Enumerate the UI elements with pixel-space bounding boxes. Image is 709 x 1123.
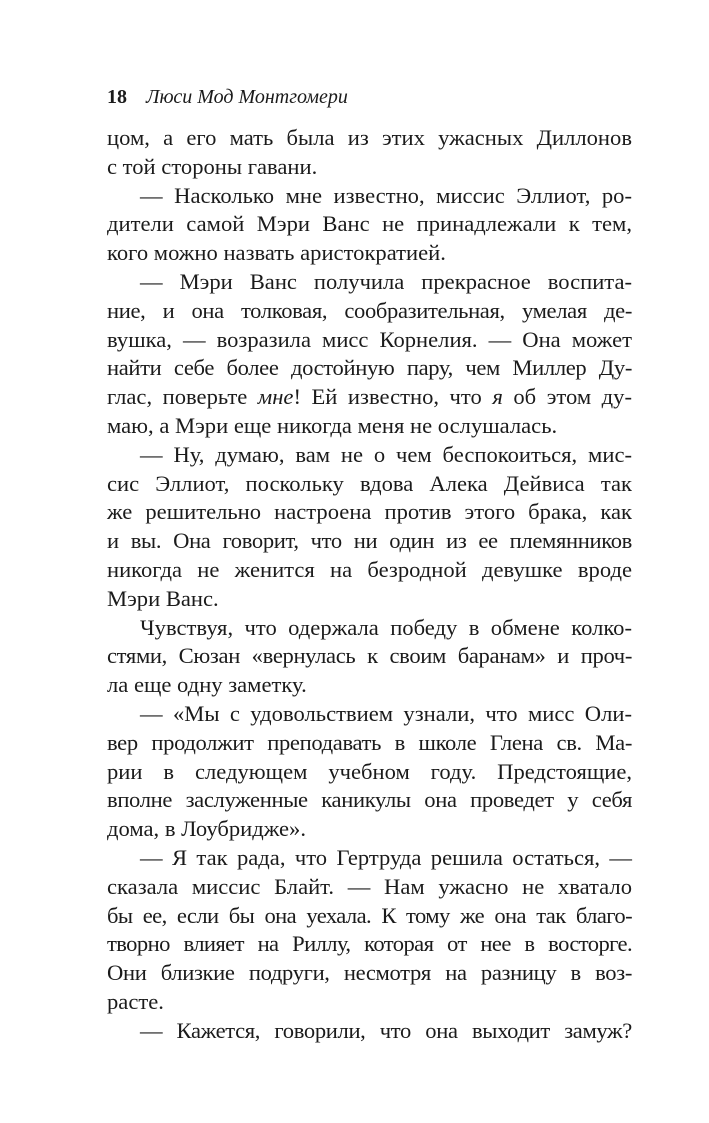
text-line: же решительно настроена против этого брака, как: [107, 499, 632, 525]
text-line: ние, и она толковая, сообразительная, умелая де-: [107, 297, 632, 323]
text-line: сис Эллиот, поскольку вдова Алека Дейвиса так: [107, 470, 632, 496]
text-line: вушка, — возразила мисс Корнелия. — Она может: [107, 326, 632, 352]
text-line: расте.: [107, 988, 164, 1014]
running-title: Люси Мод Монтгомери: [146, 86, 348, 108]
text-line: с той стороны гавани.: [107, 153, 318, 179]
text-line: — Я так рада, что Гертруда решила остаться, —: [140, 844, 632, 870]
text-line: маю, а Мэри еще никогда меня не ослушалась.: [107, 412, 558, 438]
text-line: ла еще одну заметку.: [107, 672, 307, 698]
text-line: сказала миссис Блайт. — Нам ужасно не хватало: [107, 873, 632, 899]
text-line: — Кажется, говорили, что она выходит замуж?: [140, 1017, 632, 1043]
text-line: — Насколько мне известно, миссис Эллиот, ро-: [140, 182, 632, 208]
emphasis: мне: [257, 384, 294, 410]
emphasis: я: [492, 384, 503, 410]
text-line: кого можно назвать аристократией.: [107, 240, 446, 266]
text-line: — Мэри Ванс получила прекрасное воспита-: [140, 268, 632, 294]
running-header: [107, 84, 348, 110]
body-text: [107, 124, 632, 1046]
text-line: дома, в Лоубридже».: [107, 816, 307, 842]
page-number: 18: [107, 86, 127, 108]
text-line: — «Мы с удовольствием узнали, что мисс Оли-: [140, 700, 632, 726]
text-line: стями, Сюзан «вернулась к своим баранам» и проч-: [107, 643, 632, 669]
text-line: дители самой Мэри Ванс не принадлежали к тем,: [107, 211, 632, 237]
text-line: вер продолжит преподавать в школе Глена св. Ма-: [107, 729, 632, 755]
text-line: рии в следующем учебном году. Предстоящие,: [107, 758, 632, 784]
text-line: Они близкие подруги, несмотря на разницу в воз-: [107, 960, 632, 986]
text-line: — Ну, думаю, вам не о чем беспокоиться, мис-: [140, 441, 632, 467]
text-line: глас, поверьте мне! Ей известно, что я об этом ду-: [107, 384, 633, 410]
text-line: Мэри Ванс.: [107, 585, 219, 611]
text-line: бы ее, если бы она уехала. К тому же она так благо-: [107, 902, 632, 928]
text-line: цом, а его мать была из этих ужасных Диллонов: [107, 125, 632, 150]
text-line: вполне заслуженные каникулы она проведет у себя: [107, 787, 632, 813]
text-line: и вы. Она говорит, что ни один из ее племянников: [107, 528, 632, 554]
text-line: найти себе более достойную пару, чем Миллер Ду-: [107, 355, 632, 381]
text-line: творно влияет на Риллу, которая от нее в восторге.: [107, 931, 632, 957]
text-line: Чувствуя, что одержала победу в обмене колко-: [140, 614, 632, 640]
text-line: никогда не женится на безродной девушке вроде: [107, 556, 632, 582]
